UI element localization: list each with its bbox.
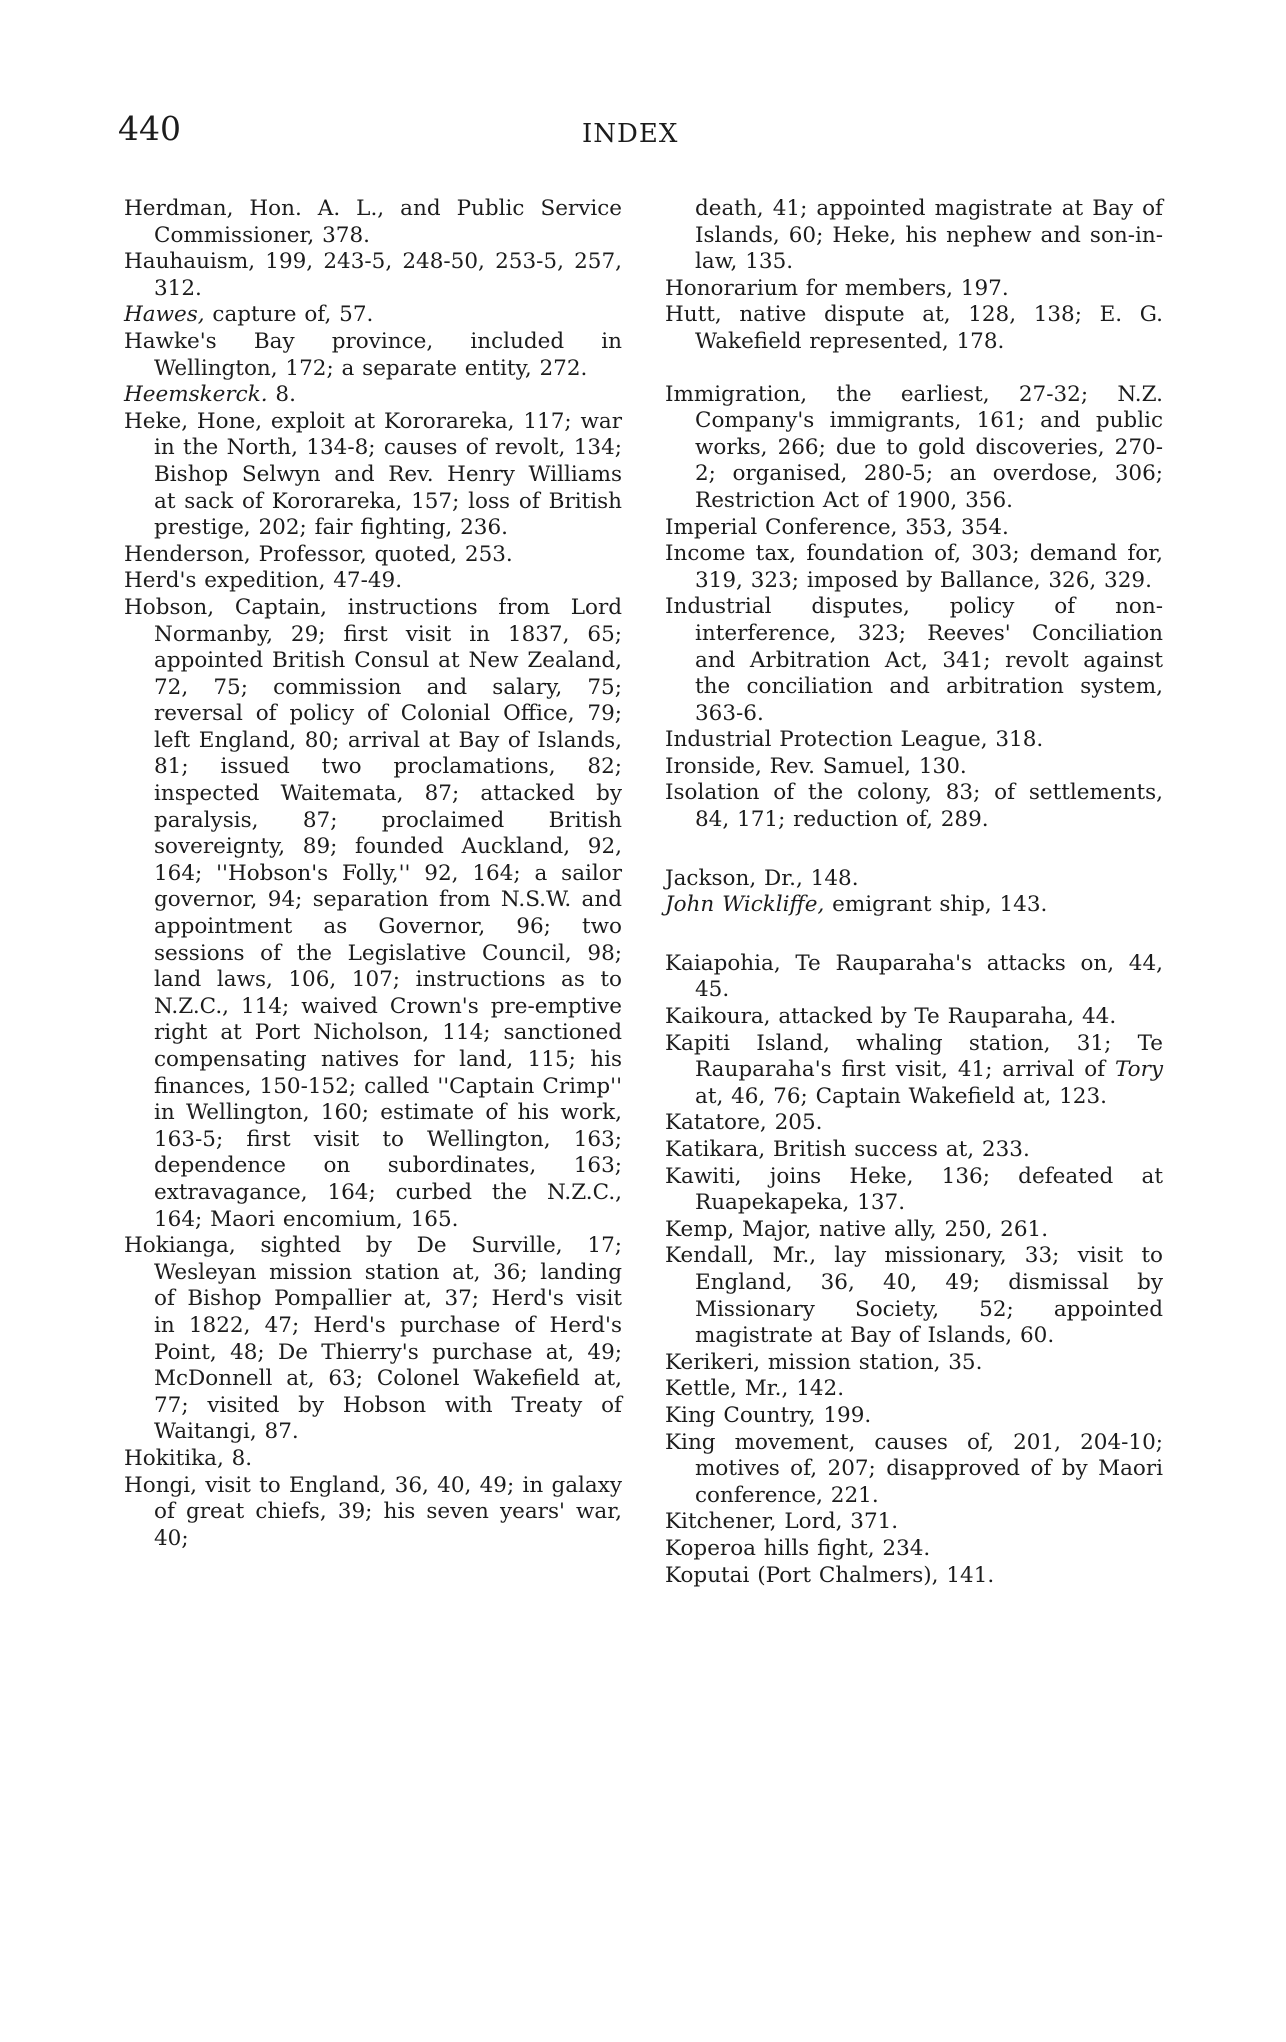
index-entry	[665, 515, 1163, 542]
index-entry	[665, 594, 1163, 727]
entry-locators: 8.	[267, 382, 296, 408]
index-entry	[665, 892, 1163, 919]
index-entry	[665, 1376, 1163, 1403]
entry-text: Hokianga, sighted by De Surville, 17; Wesleyan mission station at, 36; landing of Bishop Pompallier at, 37; Herd's visit in 1822, 47; Herd's purchase of Herd's Point, 48; De Thierry's purchase at, 49; McDonnell at, 63; Colonel Wakefield at, 77; visited by Hobson with Treaty of Waitangi, 87.	[124, 1233, 622, 1445]
entry-continuation: death, 41; appointed magistrate at Bay of Islands, 60; Heke, his nephew and son-in-law, 135.	[695, 196, 1163, 275]
entry-text: Kaiapohia, Te Rauparaha's attacks on, 44, 45.	[665, 950, 1163, 1003]
entry-text: Kitchener, Lord, 371.	[665, 1509, 899, 1535]
index-entry	[665, 302, 1163, 355]
entry-text: Industrial disputes, policy of non-interference, 323; Reeves' Conciliation and Arbitration Act, 341; revolt against the conciliation and arbitration system, 363-6.	[665, 594, 1163, 726]
page-number: 440	[118, 109, 181, 148]
entry-locators: emigrant ship, 143.	[824, 892, 1048, 918]
index-entry	[665, 1563, 1163, 1590]
index-entry	[665, 727, 1163, 754]
entry-heading-italic: John Wickliffe,	[665, 892, 825, 918]
entry-text: Hutt, native dispute at, 128, 138; E. G. Wakefield represented, 178.	[665, 302, 1163, 354]
index-entry	[665, 382, 1163, 515]
index-entry	[665, 866, 1163, 893]
index-entry	[124, 196, 622, 249]
index-entry	[665, 1031, 1163, 1111]
index-entry	[665, 1430, 1163, 1510]
index-entry	[665, 1509, 1163, 1536]
entry-heading-italic: Heemskerck.	[124, 382, 268, 408]
index-column-left	[124, 196, 622, 1552]
index-entry	[124, 249, 622, 302]
entry-text: Kerikeri, mission station, 35.	[665, 1349, 983, 1375]
entry-text: Hawke's Bay province, included in Wellington, 172; a separate entity, 272.	[124, 328, 622, 381]
index-entry	[665, 1536, 1163, 1563]
index-entry	[665, 1004, 1163, 1031]
index-entry	[665, 196, 1163, 276]
ship-name-italic: Tory	[1114, 1057, 1163, 1083]
index-entry	[124, 409, 622, 542]
entry-text: Hobson, Captain, instructions from Lord Normanby, 29; first visit in 1837, 65; appointed British Consul at New Zealand, 72, 75; commission and salary, 75; reversal of policy of Colonial Office, 79; left England, 80; arrival at Bay of Islands, 81; issued two proclamations, 82; inspected Waitemata, 87; attacked by paralysis, 87; proclaimed British sovereignty, 89; founded Auckland, 92, 164; ''Hobson's Folly,'' 92, 164; a sailor governor, 94; separation from N.S.W. and appointment as Governor, 96; two sessions of the Legislative Council, 98; land laws, 106, 107; instructions as to N.Z.C., 114; waived Crown's pre-emptive right at Port Nicholson, 114; sanctioned compensating natives for land, 115; his finances, 150-152; called ''Captain Crimp'' in Wellington, 160; estimate of his work, 163-5; first visit to Wellington, 163; dependence on subordinates, 163; extravagance, 164; curbed the N.Z.C., 164; Maori encomium, 165.	[124, 594, 622, 1232]
entry-text: Kapiti Island, whaling station, 31; Te Rauparaha's first visit, 41; arrival of	[665, 1030, 1163, 1083]
index-entry	[665, 276, 1163, 303]
entry-text: Herdman, Hon. A. L., and Public Service Commissioner, 378.	[124, 196, 622, 248]
entry-text: Koperoa hills fight, 234.	[665, 1535, 931, 1561]
entry-text: Herd's expedition, 47-49.	[124, 568, 403, 594]
index-entry	[124, 542, 622, 569]
entry-locators: at, 46, 76; Captain Wakefield at, 123.	[695, 1083, 1107, 1109]
index-entry	[665, 1350, 1163, 1377]
index-entry	[665, 951, 1163, 1004]
entry-text: Jackson, Dr., 148.	[665, 865, 859, 891]
entry-text: Industrial Protection League, 318.	[665, 727, 1044, 753]
entry-text: Hauhauism, 199, 243-5, 248-50, 253-5, 257, 312.	[124, 249, 622, 301]
entry-text: Kawiti, joins Heke, 136; defeated at Ruapekapeka, 137.	[665, 1163, 1163, 1216]
entry-text: Isolation of the colony, 83; of settlements, 84, 171; reduction of, 289.	[665, 780, 1163, 833]
index-entry	[124, 302, 622, 329]
index-entry	[124, 382, 622, 409]
entry-text: Hokitika, 8.	[124, 1445, 253, 1471]
index-column-right	[665, 196, 1163, 1589]
entry-text: King movement, causes of, 201, 204-10; motives of, 207; disapproved of by Maori conference, 221.	[665, 1429, 1163, 1508]
entry-locators: capture of, 57.	[204, 302, 374, 328]
index-entry	[124, 329, 622, 382]
entry-text: Hongi, visit to England, 36, 40, 49; in galaxy of great chiefs, 39; his seven years' war, 40;	[124, 1472, 622, 1551]
index-entry	[665, 1243, 1163, 1349]
index-entry	[665, 1403, 1163, 1430]
entry-heading-italic: Hawes,	[124, 302, 205, 328]
index-entry	[124, 568, 622, 595]
index-entry	[124, 1233, 622, 1446]
index-entry	[124, 1446, 622, 1473]
entry-text: Income tax, foundation of, 303; demand for, 319, 323; imposed by Ballance, 326, 329.	[665, 541, 1163, 593]
index-entry	[124, 1473, 622, 1553]
entry-text: Imperial Conference, 353, 354.	[665, 514, 1009, 540]
entry-text: Kettle, Mr., 142.	[665, 1376, 845, 1402]
entry-text: Katikara, British success at, 233.	[665, 1137, 1030, 1162]
index-entry	[665, 1110, 1163, 1137]
index-entry	[665, 754, 1163, 781]
index-entry	[665, 1137, 1163, 1164]
entry-text: King Country, 199.	[665, 1402, 872, 1428]
index-entry	[665, 1217, 1163, 1244]
entry-text: Honorarium for members, 197.	[665, 275, 1009, 301]
entry-text: Katatore, 205.	[665, 1110, 823, 1136]
entry-text: Kaikoura, attacked by Te Rauparaha, 44.	[665, 1004, 1117, 1030]
index-entry	[665, 1164, 1163, 1217]
entry-text: Kendall, Mr., lay missionary, 33; visit to England, 36, 40, 49; dismissal by Missionary Society, 52; appointed magistrate at Bay of Islands, 60.	[665, 1243, 1163, 1349]
entry-text: Henderson, Professor, quoted, 253.	[124, 541, 513, 567]
index-entry	[665, 541, 1163, 594]
entry-text: Koputai (Port Chalmers), 141.	[665, 1562, 995, 1588]
entry-text: Ironside, Rev. Samuel, 130.	[665, 753, 967, 779]
entry-text: Kemp, Major, native ally, 250, 261.	[665, 1216, 1049, 1242]
index-entry	[124, 595, 622, 1233]
entry-text: Heke, Hone, exploit at Kororareka, 117; war in the North, 134-8; causes of revolt, 134; Bishop Selwyn and Rev. Henry Williams at sack of Kororareka, 157; loss of British prestige, 202; fair fighting, 236.	[124, 408, 622, 541]
running-head: INDEX	[582, 119, 679, 149]
index-entry	[665, 780, 1163, 833]
entry-text: Immigration, the earliest, 27-32; N.Z. Company's immigrants, 161; and public works, 266; due to gold discoveries, 270-2; organised, 280-5; an overdose, 306; Restriction Act of 1900, 356.	[665, 381, 1163, 513]
